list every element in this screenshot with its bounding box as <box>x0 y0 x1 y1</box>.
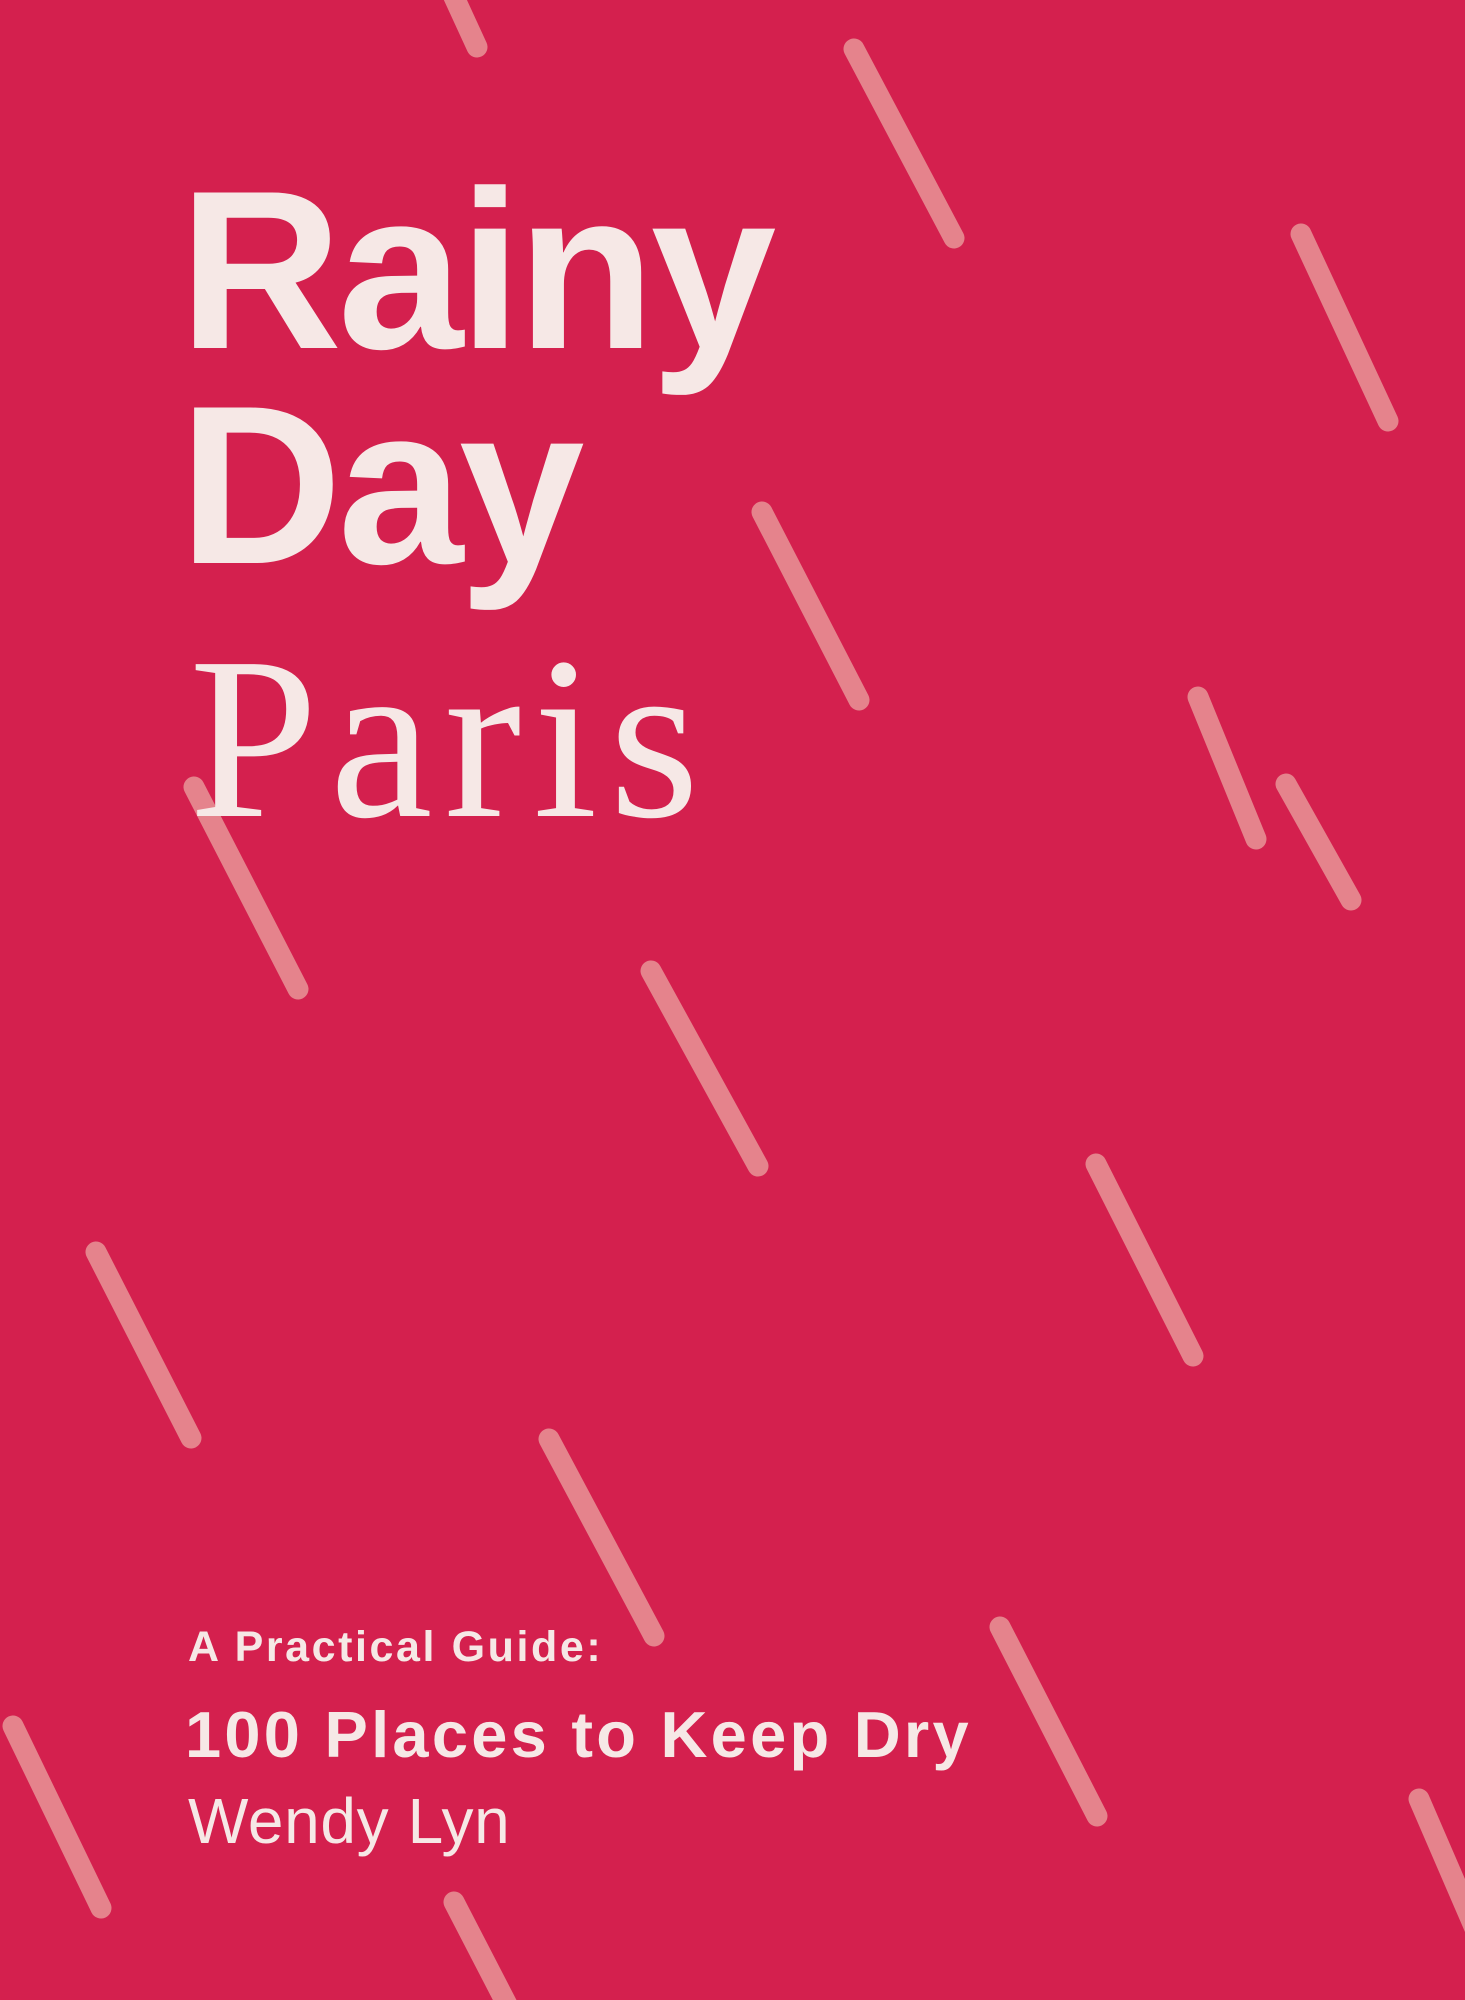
rain-streak <box>1096 1164 1193 1356</box>
rain-streak <box>454 1902 515 2000</box>
rain-streak <box>1198 697 1256 839</box>
rain-streak <box>437 0 477 47</box>
rain-streak <box>1419 1799 1465 1975</box>
rain-streak <box>96 1252 191 1438</box>
cover-tagline: A Practical Guide: <box>188 1623 604 1671</box>
book-title-line2: Day <box>179 358 581 611</box>
rain-streak <box>1000 1627 1097 1816</box>
cover-series-title: 100 Places to Keep Dry <box>185 1698 972 1771</box>
rain-streak <box>1301 234 1388 421</box>
rain-streak <box>651 971 758 1166</box>
book-title <box>179 143 772 611</box>
rain-streak <box>549 1439 654 1636</box>
book-subtitle-city: Paris <box>189 610 711 867</box>
book-title-line1: Rainy <box>179 143 772 396</box>
rain-streak <box>1286 784 1351 900</box>
rain-streak <box>13 1726 101 1908</box>
rain-streak <box>762 512 859 700</box>
rain-streak <box>854 49 954 238</box>
author-name: Wendy Lyn <box>188 1785 511 1857</box>
